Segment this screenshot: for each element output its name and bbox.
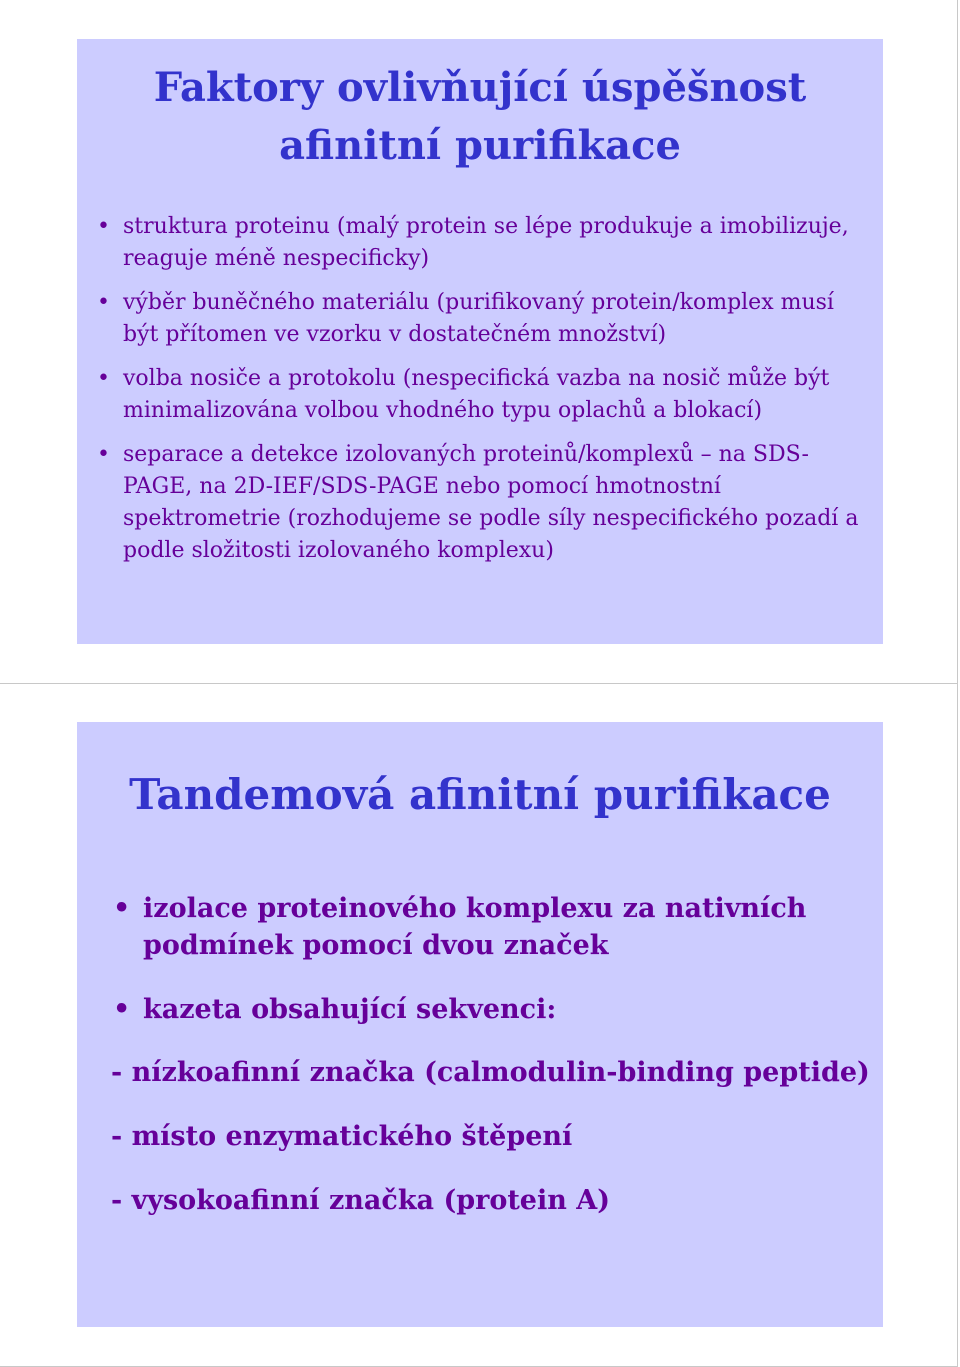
bullet-icon: • — [97, 214, 110, 239]
slide-tandem-purification — [77, 722, 883, 1327]
bullet-icon: • — [113, 994, 131, 1025]
slide-title: Tandemová afinitní purifikace — [129, 770, 831, 819]
list-item — [109, 991, 873, 1028]
sequence-item: - vysokoafinní značka (protein A) — [111, 1185, 610, 1216]
bullet-icon: • — [97, 290, 110, 315]
list-item — [91, 211, 869, 275]
slide-title: Faktory ovlivňující úspěšnost afinitní purifikace — [153, 64, 807, 169]
bullet-icon: • — [97, 366, 110, 391]
sequence-list — [111, 1054, 873, 1246]
bullet-list — [91, 211, 869, 579]
bullet-icon: • — [97, 442, 110, 467]
list-item — [109, 890, 873, 964]
list-item-text: výběr buněčného materiálu (purifikovaný protein/komplex musí být přítomen ve vzorku v dostatečném množství) — [123, 290, 834, 347]
sequence-item: - místo enzymatického štěpení — [111, 1121, 573, 1152]
list-item-text: struktura proteinu (malý protein se lépe produkuje a imobilizuje, reaguje méně nespecificky) — [123, 214, 849, 271]
sequence-item: - nízkoafinní značka (calmodulin-binding peptide) — [111, 1057, 870, 1088]
list-item-text: separace a detekce izolovaných proteinů/komplexů – na SDS-PAGE, na 2D-IEF/SDS-PAGE nebo pomocí hmotnostní spektrometrie (rozhodujeme se podle síly nespecifického pozadí a podle složitosti izolovaného komplexu) — [123, 442, 859, 563]
list-item — [91, 439, 869, 567]
list-item — [91, 363, 869, 427]
bullet-icon: • — [113, 893, 131, 924]
list-item-text: volba nosiče a protokolu (nespecifická vazba na nosič může být minimalizována volbou vhodného typu oplachů a blokací) — [123, 366, 830, 423]
slide-factors — [77, 39, 883, 644]
list-item — [91, 287, 869, 351]
list-item-text: kazeta obsahující sekvenci: — [143, 994, 557, 1025]
list-item-text: izolace proteinového komplexu za nativních podmínek pomocí dvou značek — [143, 893, 807, 961]
bullet-list — [109, 890, 873, 1055]
